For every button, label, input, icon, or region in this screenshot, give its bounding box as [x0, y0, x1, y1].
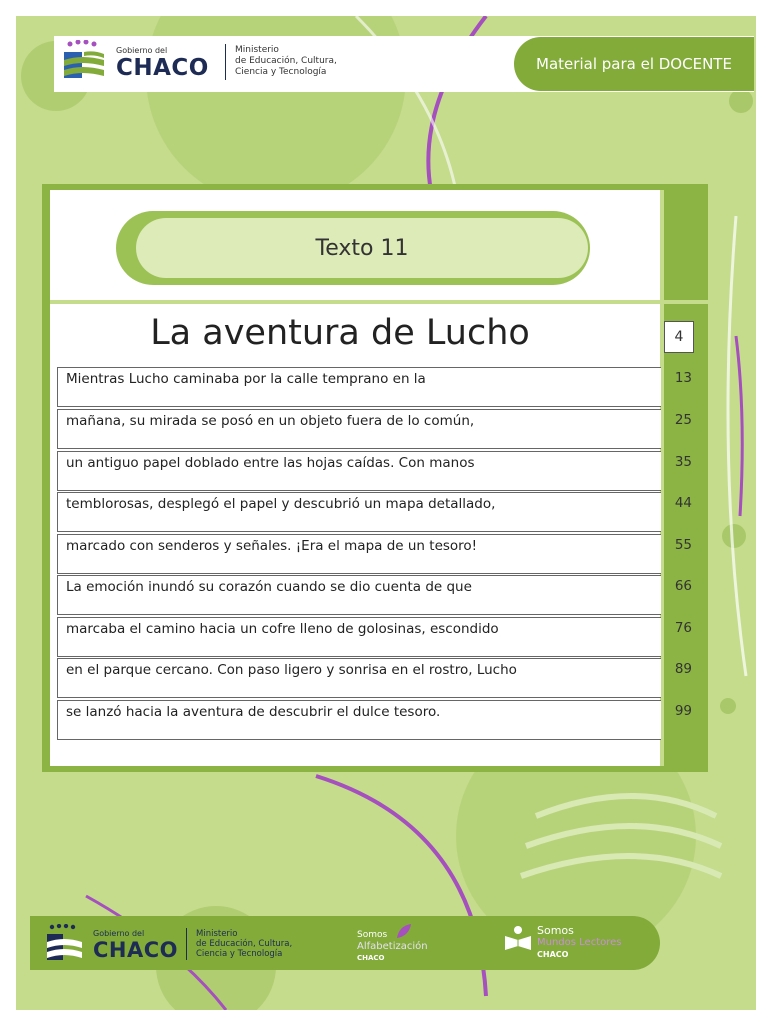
text-line: marcado con senderos y señales. ¡Era el mapa de un tesoro! [66, 538, 478, 554]
footer-ministry-line2: de Educación, Cultura, [196, 939, 293, 949]
text-line: un antiguo papel doblado entre las hojas caídas. Con manos [66, 455, 475, 471]
text-line-row [57, 575, 661, 615]
alfabetizacion-somos: Somos [357, 930, 388, 940]
audience-badge: Material para el DOCENTE [514, 37, 754, 91]
text-line: mañana, su mirada se posó en un objeto fuera de lo común, [66, 413, 475, 429]
title-separator [50, 300, 710, 304]
text-line-row [57, 700, 661, 740]
text-line: marcaba el camino hacia un cofre lleno de golosinas, escondido [66, 621, 499, 637]
text-line: se lanzó hacia la aventura de descubrir el dulce tesoro. [66, 704, 441, 720]
header-ministry-line1: Ministerio [235, 45, 279, 55]
header-ministry-line2: de Educación, Cultura, [235, 56, 337, 66]
word-count: 99 [674, 703, 692, 719]
alfabetizacion-logo [357, 930, 428, 963]
text-line-row [57, 451, 661, 491]
word-count: 89 [674, 661, 692, 677]
text-line-row [57, 534, 661, 574]
footer-ministry-line3: Ciencia y Tecnología [196, 949, 283, 959]
title-word-count: 4 [664, 321, 694, 353]
footer-chaco-logo-icon [44, 924, 84, 964]
footer-gov-logo-text [93, 929, 178, 961]
text-line-row [57, 658, 661, 698]
text-line-row [57, 617, 661, 657]
book-icon [503, 924, 533, 952]
mundos-lectores-region: CHACO [537, 950, 569, 959]
text-line: Mientras Lucho caminaba por la calle temprano en la [66, 371, 426, 387]
word-count: 66 [674, 578, 692, 594]
word-count: 76 [674, 620, 692, 636]
alfabetizacion-name: Alfabetización [357, 941, 428, 952]
header-gov-small: Gobierno del [116, 46, 168, 55]
text-line: temblorosas, desplegó el papel y descubrió un mapa detallado, [66, 496, 496, 512]
footer-ministry-line1: Ministerio [196, 929, 238, 939]
mundos-lectores-somos: Somos [537, 924, 574, 937]
header-divider [225, 44, 226, 80]
header-gov-big: CHACO [116, 55, 209, 81]
header-ministry-line3: Ciencia y Tecnología [235, 67, 327, 77]
mundos-lectores-name: Mundos Lectores [537, 937, 622, 948]
text-line: en el parque cercano. Con paso ligero y sonrisa en el rostro, Lucho [66, 662, 517, 678]
footer-gov-big: CHACO [93, 938, 179, 962]
word-count: 55 [674, 537, 692, 553]
text-line: La emoción inundó su corazón cuando se dio cuenta de que [66, 579, 472, 595]
text-label: Texto 11 [136, 218, 588, 278]
alfabetizacion-region: CHACO [357, 954, 385, 962]
chaco-logo-icon [60, 40, 106, 84]
footer-gov-small: Gobierno del [93, 929, 145, 938]
header-gov-logo-text [116, 46, 209, 80]
text-line-row [57, 492, 661, 532]
word-count: 25 [674, 412, 692, 428]
text-line-row [57, 367, 661, 407]
header-ministry [235, 45, 337, 78]
text-line-row [57, 409, 661, 449]
footer-divider [186, 928, 187, 960]
mundos-lectores-logo [537, 924, 622, 961]
word-count: 13 [674, 370, 692, 386]
reading-title: La aventura de Lucho [150, 313, 530, 353]
footer-ministry [196, 929, 292, 959]
word-count: 35 [674, 454, 692, 470]
word-count: 44 [674, 495, 692, 511]
